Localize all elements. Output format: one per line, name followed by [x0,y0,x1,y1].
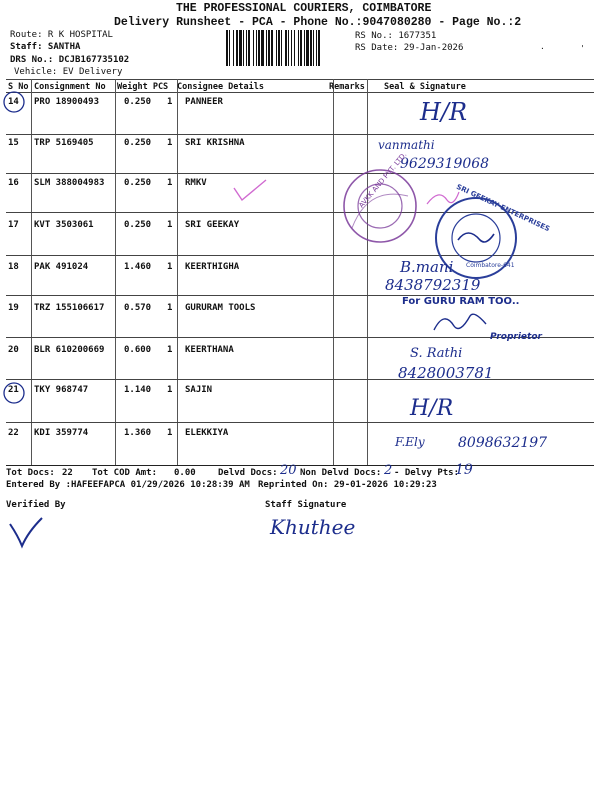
row-weight: 1.460 [124,262,152,272]
barcode-bar [310,30,312,66]
barcode-bar [233,30,234,66]
barcode-bar [268,30,270,66]
row-sno: 19 [8,303,19,313]
route-label: Route: R K HOSPITAL [10,30,113,40]
delivery-points-label: - Delvy Pts: [394,468,460,478]
row-weight: 0.250 [124,178,152,188]
row-weight: 0.600 [124,345,152,355]
stamp-text: SRI GEEKAY ENTERPRISES [455,182,551,234]
row-pcs: 1 [167,428,173,438]
row-sno: 17 [8,220,19,230]
row-consignment: PAK 491024 [34,262,89,272]
mark-dot: . [540,42,545,51]
row-consignment: KVT 3503061 [34,220,94,230]
handwritten-phone: 8428003781 [398,364,494,382]
row-consignee: RMKV [185,178,207,188]
barcode-bar [271,30,273,66]
row-weight: 1.140 [124,385,152,395]
row-consignment: TRZ 155106617 [34,303,105,313]
row-divider [6,379,594,380]
barcode-bar [281,30,282,66]
column-divider [367,79,368,465]
column-header-weight-pcs: Weight PCS [117,82,169,92]
sheet-title: Delivery Runsheet - PCA - Phone No.:9047080280 - Page No.:2 [114,16,522,29]
barcode-bar [306,30,309,66]
row-consignee: SRI KRISHNA [185,138,245,148]
row-consignment: TKY 968747 [34,385,89,395]
column-header-consignee: Consignee Details [177,82,264,92]
handwritten-phone: 8438792319 [385,276,481,294]
column-header-seal: Seal & Signature [384,82,466,92]
handwritten-signature: F.Ely [395,435,425,449]
vehicle-label: Vehicle: EV Delivery [14,67,123,77]
delivered-docs-handwritten: 20 [280,463,297,478]
verification-tick-mark [6,514,46,550]
row-pcs: 1 [167,97,173,107]
delivery-points-handwritten: 19 [455,462,473,478]
row-consignee: SRI GEEKAY [185,220,240,230]
column-divider [333,79,334,465]
handwritten-signature [430,306,490,336]
barcode-bar [256,30,257,66]
total-cod-label: Tot COD Amt: [92,468,158,478]
staff-signature: Khuthee [270,515,356,539]
stamp-text: AVKK AND PVT. LTD. [357,150,409,210]
row-consignee: SAJIN [185,385,213,395]
barcode-bar [276,30,277,66]
pen-circle-mark [2,90,28,114]
handwritten-signature: H/R [420,98,468,126]
row-weight: 0.570 [124,303,152,313]
barcode-bar [229,30,230,66]
barcode-bar [313,30,314,66]
verified-by-label: Verified By [6,500,66,510]
stamp-text: Coimbatore-641 [466,262,515,269]
row-consignment: BLR 610200669 [34,345,105,355]
reprinted-on: Reprinted On: 29-01-2026 10:29:23 [258,480,437,490]
handwritten-signature: H/R [410,396,454,421]
row-sno: 22 [8,428,19,438]
row-consignee: KEERTHIGHA [185,262,240,272]
delivered-docs-label: Delvd Docs: [218,468,278,478]
barcode-bar [239,30,242,66]
total-docs-label: Tot Docs: [6,468,55,478]
row-consignee: PANNEER [185,97,223,107]
barcode-bar [300,30,302,66]
barcode-bar [248,30,250,66]
barcode-bar [318,30,320,66]
column-divider [31,79,32,465]
table-header-border [6,92,594,93]
row-sno: 20 [8,345,19,355]
row-consignment: KDI 359774 [34,428,89,438]
row-weight: 1.360 [124,428,152,438]
pen-circle-mark [2,380,28,404]
column-header-sno: S No [8,82,29,92]
column-divider [177,79,178,465]
stamp-text: Proprietor [490,332,542,342]
table-top-border [6,79,594,80]
barcode-bar [236,30,238,66]
row-divider [6,134,594,135]
row-sno: 15 [8,138,19,148]
row-weight: 0.250 [124,138,152,148]
row-pcs: 1 [167,178,173,188]
barcode-bar [261,30,264,66]
row-sno: 21 [8,385,19,395]
row-sno: 16 [8,178,19,188]
row-pcs: 1 [167,303,173,313]
barcode-image [226,30,352,66]
barcode-bar [226,30,228,66]
total-cod-value: 0.00 [174,468,196,478]
column-header-remarks: Remarks [329,82,365,92]
column-divider [115,79,116,465]
barcode-bar [304,30,305,66]
row-pcs: 1 [167,220,173,230]
staff-label: Staff: SANTHA [10,42,81,52]
row-sno: 14 [8,97,19,107]
barcode-bar [243,30,244,66]
row-consignee: ELEKKIYA [185,428,229,438]
handwritten-name: B.mani [400,258,454,276]
row-consignment: TRP 5169405 [34,138,94,148]
barcode-bar [246,30,247,66]
handwritten-name: S. Rathi [410,346,463,361]
entered-by: Entered By :HAFEEFAPCA 01/29/2026 10:28:39 AM [6,480,250,490]
mark-dot: ' [580,44,585,53]
handwritten-signature: 9629319068 [400,156,490,172]
row-pcs: 1 [167,385,173,395]
barcode-bar [285,30,287,66]
row-consignment: SLM 388004983 [34,178,105,188]
row-consignment: PRO 18900493 [34,97,100,107]
non-delivered-docs-label: Non Delvd Docs: [300,468,382,478]
row-sno: 18 [8,262,19,272]
barcode-bar [266,30,267,66]
column-header-consignment: Consignment No [34,82,106,92]
row-divider [6,422,594,423]
company-title: THE PROFESSIONAL COURIERS, COIMBATORE [176,2,432,15]
pink-tick-mark [230,176,270,206]
staff-signature-label: Staff Signature [265,500,347,510]
barcode-bar [278,30,280,66]
row-weight: 0.250 [124,97,152,107]
barcode-bar [294,30,295,66]
barcode-bar [288,30,289,66]
company-seal-stamp-text: For GURU RAM TOO.. [402,296,520,307]
non-delivered-docs-handwritten: 2 [384,463,393,478]
rs-date: RS Date: 29-Jan-2026 [355,43,464,53]
row-weight: 0.250 [124,220,152,230]
total-docs-value: 22 [62,468,73,478]
handwritten-phone: 8098632197 [458,435,548,451]
row-consignee: KEERTHANA [185,345,234,355]
table-bottom-border [6,465,594,466]
row-pcs: 1 [167,138,173,148]
row-pcs: 1 [167,345,173,355]
drs-number: DRS No.: DCJB167735102 [10,55,130,65]
rs-number: RS No.: 1677351 [355,31,437,41]
barcode-bar [291,30,292,66]
barcode-bar [316,30,317,66]
barcode-bar [258,30,260,66]
row-divider [6,173,594,174]
handwritten-signature: vanmathi [378,138,435,152]
row-consignee: GURURAM TOOLS [185,303,256,313]
barcode-bar [253,30,254,66]
barcode-bar [298,30,299,66]
row-pcs: 1 [167,262,173,272]
